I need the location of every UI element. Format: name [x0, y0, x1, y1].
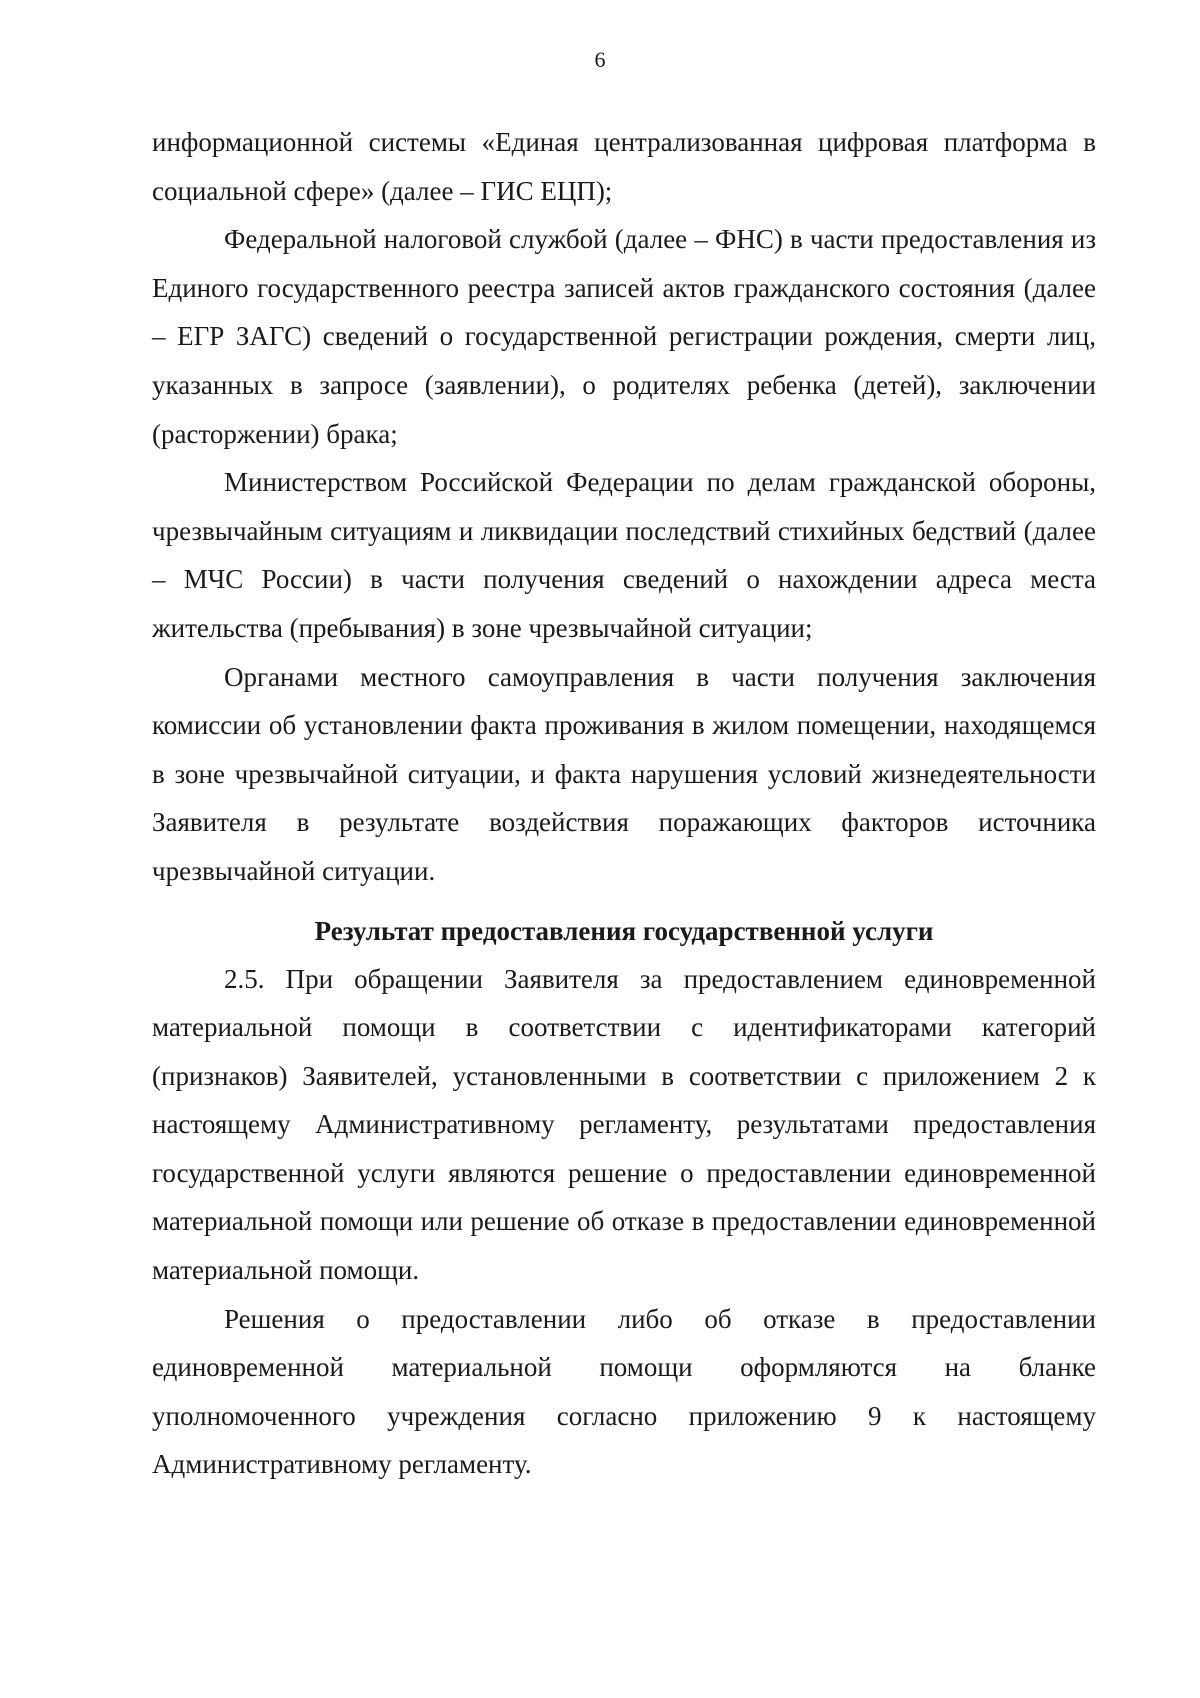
- paragraph-gis-ecp: информационной системы «Единая централизованная цифровая платформа в социальной сфере» (далее – ГИС ЕЦП);: [152, 127, 1096, 206]
- document-body: [152, 118, 1096, 1489]
- paragraph-mchs: Министерством Российской Федерации по делам гражданской обороны, чрезвычайным ситуациям и ликвидации последствий стихийных бедствий (далее – МЧС России) в части получения сведений о нахождении адреса места жительства (пребывания) в зоне чрезвычайной ситуации;: [152, 467, 1096, 643]
- section-heading: Результат предоставления государственной услуги: [314, 915, 934, 946]
- page-number: 6: [594, 47, 606, 72]
- paragraph-fns: Федеральной налоговой службой (далее – ФНС) в части предоставления из Единого государственного реестра записей актов гражданского состояния (далее – ЕГР ЗАГС) сведений о государственной регистрации рождения, смерти лиц, указанных в запросе (заявлении), о родителях ребенка (детей), заключении (расторжении) брака;: [152, 224, 1096, 449]
- paragraph-decisions: Решения о предоставлении либо об отказе в предоставлении единовременной материальной помощи оформляются на бланке уполномоченного учреждения согласно приложению 9 к настоящему Административному регламенту.: [152, 1303, 1096, 1480]
- paragraph-2-5: 2.5. При обращении Заявителя за предоставлением единовременной материальной помощи в соответствии с идентификаторами категорий (признаков) Заявителей, установленными в соответствии с приложением 2 к настоящему Административному регламенту, результатами предоставления государственной услуги являются решение о предоставлении единовременной материальной помощи или решение об отказе в предоставлении единовременной материальной помощи.: [152, 963, 1096, 1286]
- paragraph-local-government: Органами местного самоуправления в части получения заключения комиссии об установлении факта проживания в жилом помещении, находящемся в зоне чрезвычайной ситуации, и факта нарушения условий жизнедеятельности Заявителя в результате воздействия поражающих факторов источника чрезвычайной ситуации.: [152, 661, 1096, 886]
